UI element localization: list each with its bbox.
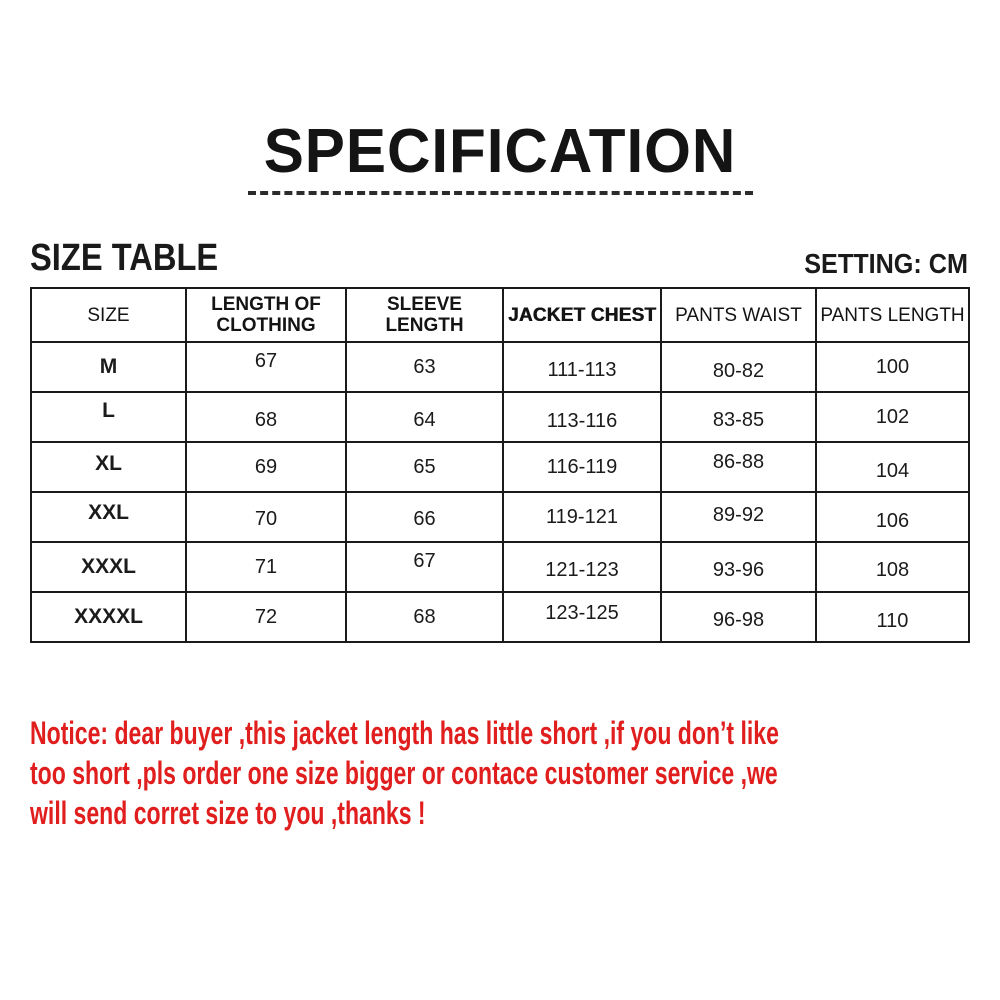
notice-line-2: too short ,pls order one size bigger or contace customer service ,we — [30, 755, 778, 792]
unit-setting-label: SETTING: CM — [804, 248, 968, 280]
table-row-l — [31, 392, 969, 442]
title-underline-dashes — [248, 191, 753, 195]
value-cell — [661, 492, 816, 542]
value-cell — [346, 392, 503, 442]
cell-text: 108 — [875, 558, 910, 581]
cell-text: 89-92 — [712, 503, 765, 526]
cell-text: 100 — [875, 355, 910, 378]
column-header-size: SIZE — [31, 288, 186, 342]
value-cell — [346, 592, 503, 642]
cell-text: 67 — [413, 549, 436, 572]
value-cell — [503, 442, 661, 492]
cell-text: XXXXL — [74, 605, 143, 629]
size-cell — [31, 592, 186, 642]
value-cell — [503, 542, 661, 592]
value-cell — [186, 392, 346, 442]
title-block — [0, 0, 1000, 195]
notice-line-3: will send corret size to you ,thanks ! — [30, 795, 426, 832]
size-cell — [31, 392, 186, 442]
size-table-heading: SIZE TABLE — [30, 237, 219, 280]
size-cell — [31, 442, 186, 492]
value-cell — [661, 592, 816, 642]
size-cell — [31, 492, 186, 542]
column-header-pants-length: PANTS LENGTH — [816, 288, 969, 342]
cell-text: XXXL — [81, 555, 136, 579]
cell-text: 113-116 — [546, 409, 618, 432]
value-cell — [503, 492, 661, 542]
cell-text: 67 — [254, 349, 278, 372]
value-cell — [661, 442, 816, 492]
cell-text: 69 — [254, 455, 278, 478]
value-cell — [816, 592, 969, 642]
cell-text: 106 — [875, 509, 910, 532]
value-cell — [186, 492, 346, 542]
value-cell — [503, 392, 661, 442]
cell-text: 71 — [254, 555, 278, 578]
cell-text: 111-113 — [547, 358, 617, 381]
cell-text: 72 — [254, 605, 278, 628]
value-cell — [661, 342, 816, 392]
column-header-sleeve-length: SLEEVE LENGTH — [346, 288, 503, 342]
size-table — [30, 287, 970, 643]
cell-text: 121-123 — [545, 558, 619, 581]
cell-text: L — [102, 399, 115, 423]
cell-text: 116-119 — [546, 455, 618, 478]
cell-text: 102 — [875, 405, 910, 428]
cell-text: 80-82 — [712, 359, 765, 382]
cell-text: 70 — [254, 507, 278, 530]
cell-text: 64 — [413, 408, 436, 431]
cell-text: 83-85 — [712, 408, 765, 431]
header-row — [31, 288, 969, 342]
value-cell — [816, 492, 969, 542]
cell-text: 123-125 — [545, 601, 619, 624]
cell-text: 119-121 — [546, 505, 618, 528]
column-header-pants-waist: PANTS WAIST — [661, 288, 816, 342]
value-cell — [346, 442, 503, 492]
table-row-xl — [31, 442, 969, 492]
value-cell — [186, 442, 346, 492]
cell-text: 110 — [876, 609, 909, 632]
value-cell — [816, 542, 969, 592]
column-header-length-of-clothing: LENGTH OF CLOTHING — [186, 288, 346, 342]
subheader — [30, 237, 968, 280]
value-cell — [816, 392, 969, 442]
value-cell — [816, 342, 969, 392]
notice-text — [30, 713, 1000, 833]
value-cell — [661, 542, 816, 592]
table-row-xxl — [31, 492, 969, 542]
table-row-xxxxl — [31, 592, 969, 642]
cell-text: 68 — [254, 408, 278, 431]
cell-text: 86-88 — [712, 450, 765, 473]
size-cell — [31, 342, 186, 392]
cell-text: 96-98 — [712, 608, 765, 631]
value-cell — [346, 492, 503, 542]
size-cell — [31, 542, 186, 592]
notice-line-1: Notice: dear buyer ,this jacket length has little short ,if you don’t like — [30, 715, 779, 752]
cell-text: 68 — [413, 605, 436, 628]
cell-text: 66 — [413, 507, 436, 530]
value-cell — [186, 542, 346, 592]
value-cell — [186, 592, 346, 642]
value-cell — [186, 342, 346, 392]
cell-text: 63 — [413, 355, 436, 378]
cell-text: XXL — [88, 501, 129, 525]
cell-text: 93-96 — [712, 558, 765, 581]
value-cell — [503, 342, 661, 392]
page-title: SPECIFICATION — [263, 117, 737, 186]
value-cell — [816, 442, 969, 492]
table-row-xxxl — [31, 542, 969, 592]
cell-text: XL — [95, 452, 122, 476]
column-header-jacket-chest: JACKET CHEST — [503, 288, 661, 342]
cell-text: M — [99, 355, 118, 379]
cell-text: 104 — [875, 459, 910, 482]
value-cell — [661, 392, 816, 442]
cell-text: 65 — [413, 455, 436, 478]
value-cell — [346, 342, 503, 392]
value-cell — [346, 542, 503, 592]
table-row-m — [31, 342, 969, 392]
value-cell — [503, 592, 661, 642]
